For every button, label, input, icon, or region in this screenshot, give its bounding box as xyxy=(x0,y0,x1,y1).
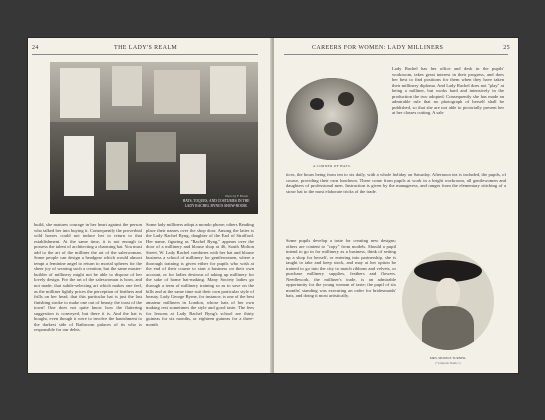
right-page xyxy=(274,38,518,373)
photo-credit-left: Photo by F. Brown xyxy=(225,194,248,198)
left-column-a: build, she matures courage in her heart against the person who talked her into buying it. Consequently the proverbial wild horses could not induce her to return to that establishment. At the same time, it is not enough to possess the talent of architecting a charming hat. You must add to the art of the milliner the art of the saleswoman. Some people can design a headgear which would almost tempt a feminine angel to return to mortal spheres for the sheer joy of wearing such a creation, but the same master-builder of millinery might not be able to dispose of her lovely design. For the art of the saleswoman is born, and not made; that subtle-selecting art which makes one feel, as the milliner lightly prices the perception of feathers and frills on her head, that this particular hat is just the last finishing stroke to make one out of beauty the toast of the town! One does not quite know how the flattering suggestion is conveyed, but there it is. And the hat is bought, even though it were to involve the banishment to the darkest side of Bathroom palaces of its who is responsible for our debts. xyxy=(34,222,142,333)
right-column-full: tices, the hours being from ten to six daily, with a whole holiday on Saturday. Afternoon tea is included, the pupils, of course, providing their own luncheon. These come from pupils at work in a bright workroom, all gentlewomen and daughters of professional men. Instruction is given by the manageress, and ranges from the elementary stitching of a straw hat to the most elaborate tricks of the trade. xyxy=(286,172,506,194)
portrait-credit: ("Lafayette Studio.") xyxy=(435,361,461,365)
left-page xyxy=(28,38,272,373)
oval-photo-caption: A CORNER OF HATS. xyxy=(312,164,352,168)
portrait-caption: MRS. MOSELE TURNER. xyxy=(429,356,467,360)
running-title-right: CAREERS FOR WOMEN: LADY MILLINERS xyxy=(312,45,444,51)
page-number-left: 24 xyxy=(32,45,39,51)
showroom-photo xyxy=(50,62,258,214)
header-rule-right xyxy=(284,54,508,55)
header-rule-left xyxy=(32,54,258,55)
photo-caption-left: HATS, TOQUES, AND COSTUMES IN THE LADY RACHEL BYNG'S SHOW-ROOM. xyxy=(182,199,250,208)
right-column-lower: Some pupils develop a taste for creating new designs; others are content to "copy" from models. Should a pupil intend to go in for millinery as a business, think of setting up a shop for herself, or entering into partnership, she is taught to take and keep stock, and may at her option be trained to go into the city to match ribbons and velvets, or purchase millinery supplies, feathers and flowers. Needlework, the milliner's trade, is an admirable opportunity for the young woman of taste; the pupil of six months' standing was executing an order for bridesmaids' hats, and doing it most artistically. xyxy=(286,238,396,299)
left-column-b: Some lady milliners adopt a mondo phone; others Reading place their names over the shop door. Among the latter is the Lady Rachel Byng, daughter of the Earl of Strafford. Her name, figuring as "Rachel Byng," appears over the door of a millinery and blouse shop at 46, South Molton Street, W. Lady Rachel combines with her hat and blouse business a school of millinery for gentlewomen, where a thorough training is given either for pupils who wish at the end of their course to start a business on their own account, or for ladies desirous of taking up millinery for the sake of home hat-making. Many Society ladies go through a term of millinery training so as to save on the bills and at the same time suit their own particular style of beauty. Lady George Byrne, for instance, is one of the best amateur milliners in London, whose hats of her own making rest sometimes the style and good taste. The fees for lessons at Lady Rachel Byng's school are thirty guineas for six months, or eighteen guineas for a three-month xyxy=(146,222,254,327)
hats-corner-photo xyxy=(286,78,378,160)
page-number-right: 25 xyxy=(503,45,510,51)
right-column-top: Lady Rachel has her office and desk in the pupils' workroom, takes great interest in their progress, and does her best to find positions for them when they have taken their millinery diploma. And Lady Rachel does not "play" at being a milliner, but works hard and intensively in the production the two adopted. Consequently she has made an admirable rule that no photograph of herself shall be published, so that she are not able to pictorially present her at her classes cutting. A sale xyxy=(392,66,504,116)
running-title-left: THE LADY'S REALM xyxy=(114,45,178,51)
portrait-photo xyxy=(402,252,494,350)
magazine-spread xyxy=(28,38,518,373)
